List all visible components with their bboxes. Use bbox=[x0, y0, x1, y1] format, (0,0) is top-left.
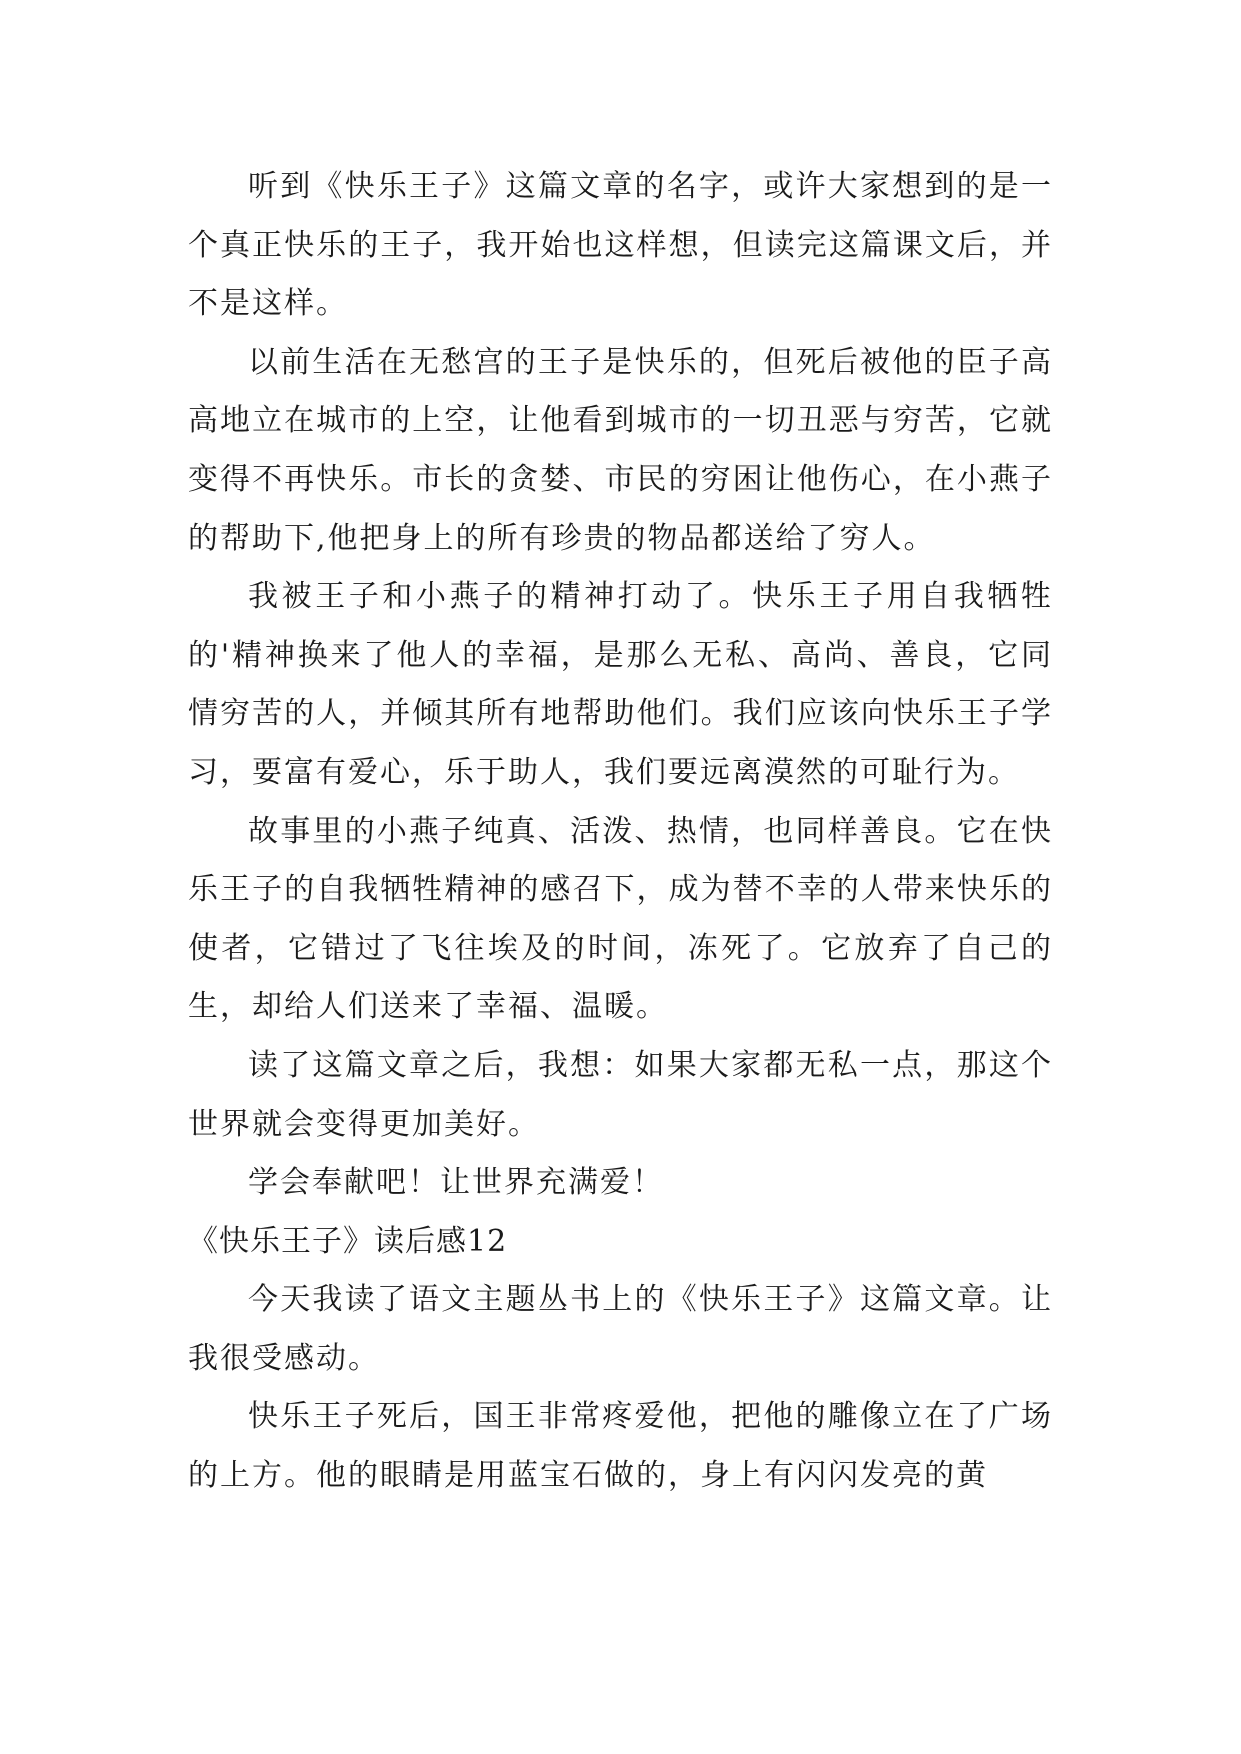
paragraph: 故事里的小燕子纯真、活泼、热情，也同样善良。它在快乐王子的自我牺牲精神的感召下，成为替不幸的人带来快乐的使者，它错过了飞往埃及的时间，冻死了。它放弃了自己的生，却给人们送来了幸福、温暖。 bbox=[188, 813, 1053, 1025]
paragraph: 听到《快乐王子》这篇文章的名字，或许大家想到的是一个真正快乐的王子，我开始也这样想，但读完这篇课文后，并不是这样。 bbox=[188, 169, 1053, 322]
document-body bbox=[188, 158, 1053, 1506]
paragraph: 今天我读了语文主题丛书上的《快乐王子》这篇文章。让我很受感动。 bbox=[188, 1282, 1053, 1376]
paragraph: 以前生活在无愁宫的王子是快乐的，但死后被他的臣子高高地立在城市的上空，让他看到城市的一切丑恶与穷苦，它就变得不再快乐。市长的贪婪、市民的穷困让他伤心，在小燕子的帮助下,他把身上的所有珍贵的物品都送给了穷人。 bbox=[188, 344, 1053, 556]
paragraph: 快乐王子死后，国王非常疼爱他，把他的雕像立在了广场的上方。他的眼睛是用蓝宝石做的，身上有闪闪发亮的黄 bbox=[188, 1399, 1053, 1494]
paragraph: 读了这篇文章之后，我想：如果大家都无私一点，那这个世界就会变得更加美好。 bbox=[188, 1047, 1053, 1142]
paragraph: 学会奉献吧！让世界充满爱！ bbox=[248, 1165, 664, 1201]
section-title: 《快乐王子》读后感12 bbox=[188, 1223, 508, 1259]
paragraph: 我被王子和小燕子的精神打动了。快乐王子用自我牺牲的'精神换来了他人的幸福，是那么无私、高尚、善良，它同情穷苦的人，并倾其所有地帮助他们。我们应该向快乐王子学习，要富有爱心，乐于助人，我们要远离漠然的可耻行为。 bbox=[188, 579, 1053, 790]
